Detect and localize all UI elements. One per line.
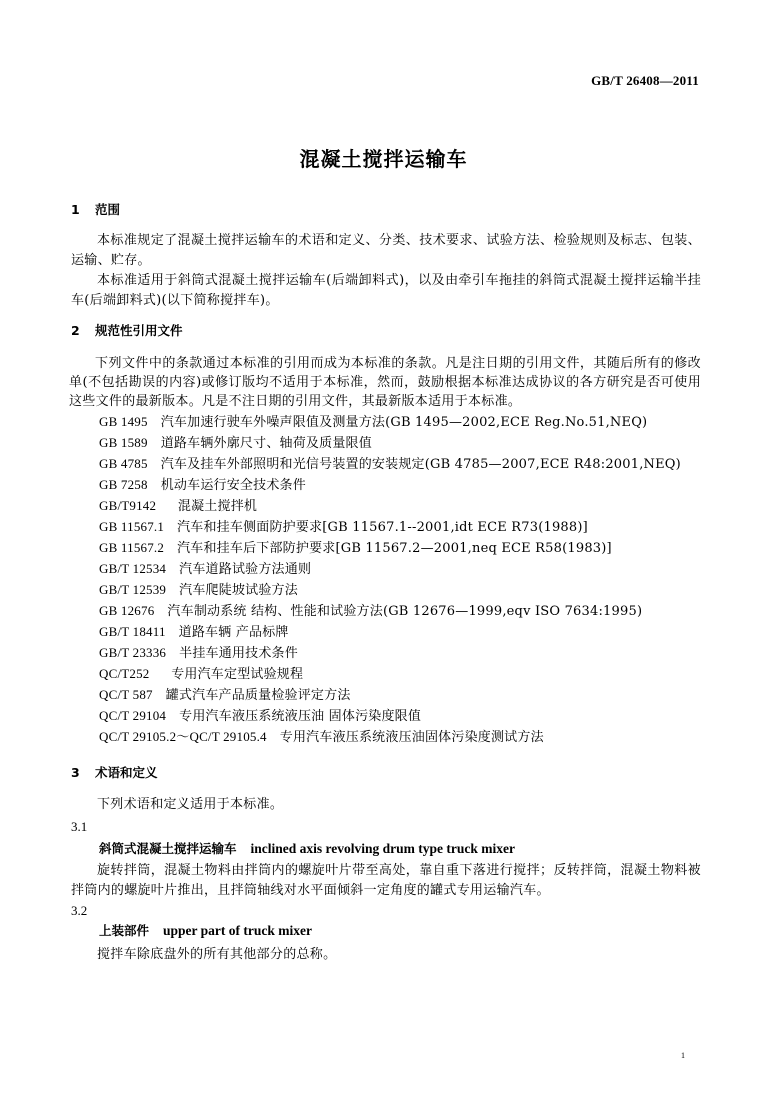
reference-item: GB/T 18411 道路车辆 产品标牌 bbox=[99, 624, 289, 640]
section-number: 3 bbox=[71, 765, 80, 780]
term-definition: 搅拌车除底盘外的所有其他部分的总称。 bbox=[97, 947, 337, 962]
term-number: 3.1 bbox=[71, 819, 88, 834]
term-title bbox=[71, 920, 701, 943]
paragraph: 本标准规定了混凝土搅拌运输车的术语和定义、分类、技术要求、试验方法、检验规则及标志、包装、运输、贮存。 bbox=[71, 233, 701, 268]
section-title: 规范性引用文件 bbox=[95, 323, 183, 338]
reference-item: GB/T 12534 汽车道路试验方法通则 bbox=[99, 561, 312, 577]
section-title: 术语和定义 bbox=[95, 765, 158, 780]
reference-item: QC/T 587 罐式汽车产品质量检验评定方法 bbox=[99, 687, 351, 703]
term-definition: 旋转拌筒，混凝土物料由拌筒内的螺旋叶片带至高处，靠自重下落进行搅拌；反转拌筒，混凝土物料被拌筒内的螺旋叶片推出，且拌筒轴线对水平面倾斜一定角度的罐式专用运输汽车。 bbox=[71, 863, 701, 898]
reference-item: QC/T 29104 专用汽车液压系统液压油 固体污染度限值 bbox=[99, 708, 422, 724]
section-number: 1 bbox=[71, 202, 80, 217]
paragraph: 下列文件中的条款通过本标准的引用而成为本标准的条款。凡是注日期的引用文件，其随后所有的修改单(不包括勘误的内容)或修订版均不适用于本标准，然而，鼓励根据本标准达成协议的各方研究是否可使用这些文件的最新版本。凡是不注日期的引用文件，其最新版本适用于本标准。 bbox=[69, 356, 701, 409]
reference-item: GB 1589 道路车辆外廓尺寸、轴荷及质量限值 bbox=[99, 435, 372, 451]
paragraph: 本标准适用于斜筒式混凝土搅拌运输车(后端卸料式)，以及由牵引车拖挂的斜筒式混凝土搅拌运输半挂车(后端卸料式)(以下简称搅拌车)。 bbox=[71, 273, 701, 308]
reference-item: QC/T 29105.2～QC/T 29105.4 专用汽车液压系统液压油固体污染度测试方法 bbox=[99, 729, 544, 745]
reference-item: GB 11567.1 汽车和挂车侧面防护要求[GB 11567.1--2001,idt ECE R73(1988)] bbox=[99, 519, 588, 535]
document-title: 混凝土搅拌运输车 bbox=[299, 147, 468, 171]
document-body bbox=[71, 200, 701, 967]
term-title-cn: 上装部件 bbox=[99, 923, 150, 938]
section-heading-scope bbox=[71, 200, 701, 219]
reference-item: GB 7258 机动车运行安全技术条件 bbox=[99, 477, 306, 493]
reference-item: QC/T252 专用汽车定型试验规程 bbox=[99, 666, 304, 682]
term-title bbox=[71, 838, 701, 861]
reference-item: GB 1495 汽车加速行驶车外噪声限值及测量方法(GB 1495—2002,ECE Reg.No.51,NEQ) bbox=[99, 414, 648, 430]
section-number: 2 bbox=[71, 323, 80, 338]
reference-item: GB 11567.2 汽车和挂车后下部防护要求[GB 11567.2—2001,neq ECE R58(1983)] bbox=[99, 540, 612, 556]
section-title: 范围 bbox=[95, 202, 121, 217]
reference-item: GB/T 12539 汽车爬陡坡试验方法 bbox=[99, 582, 298, 598]
reference-item: GB/T 23336 半挂车通用技术条件 bbox=[99, 645, 298, 661]
page-number: 1 bbox=[681, 1051, 685, 1060]
reference-item: GB 4785 汽车及挂车外部照明和光信号装置的安装规定(GB 4785—2007,ECE R48:2001,NEQ) bbox=[99, 456, 681, 472]
reference-item: GB/T9142 混凝土搅拌机 bbox=[99, 498, 258, 514]
section-heading-normative-references bbox=[71, 321, 701, 340]
section-heading-terms-definitions bbox=[71, 763, 701, 782]
paragraph: 下列术语和定义适用于本标准。 bbox=[97, 797, 284, 812]
term-number: 3.2 bbox=[71, 903, 88, 918]
term-title-en: upper part of truck mixer bbox=[163, 923, 312, 938]
term-title-en: inclined axis revolving drum type truck mixer bbox=[250, 841, 516, 856]
reference-list bbox=[71, 411, 701, 747]
term-title-cn: 斜筒式混凝土搅拌运输车 bbox=[99, 841, 237, 856]
reference-item: GB 12676 汽车制动系统 结构、性能和试验方法(GB 12676—1999,eqv ISO 7634:1995) bbox=[99, 603, 643, 619]
standard-number: GB/T 26408—2011 bbox=[591, 73, 699, 88]
